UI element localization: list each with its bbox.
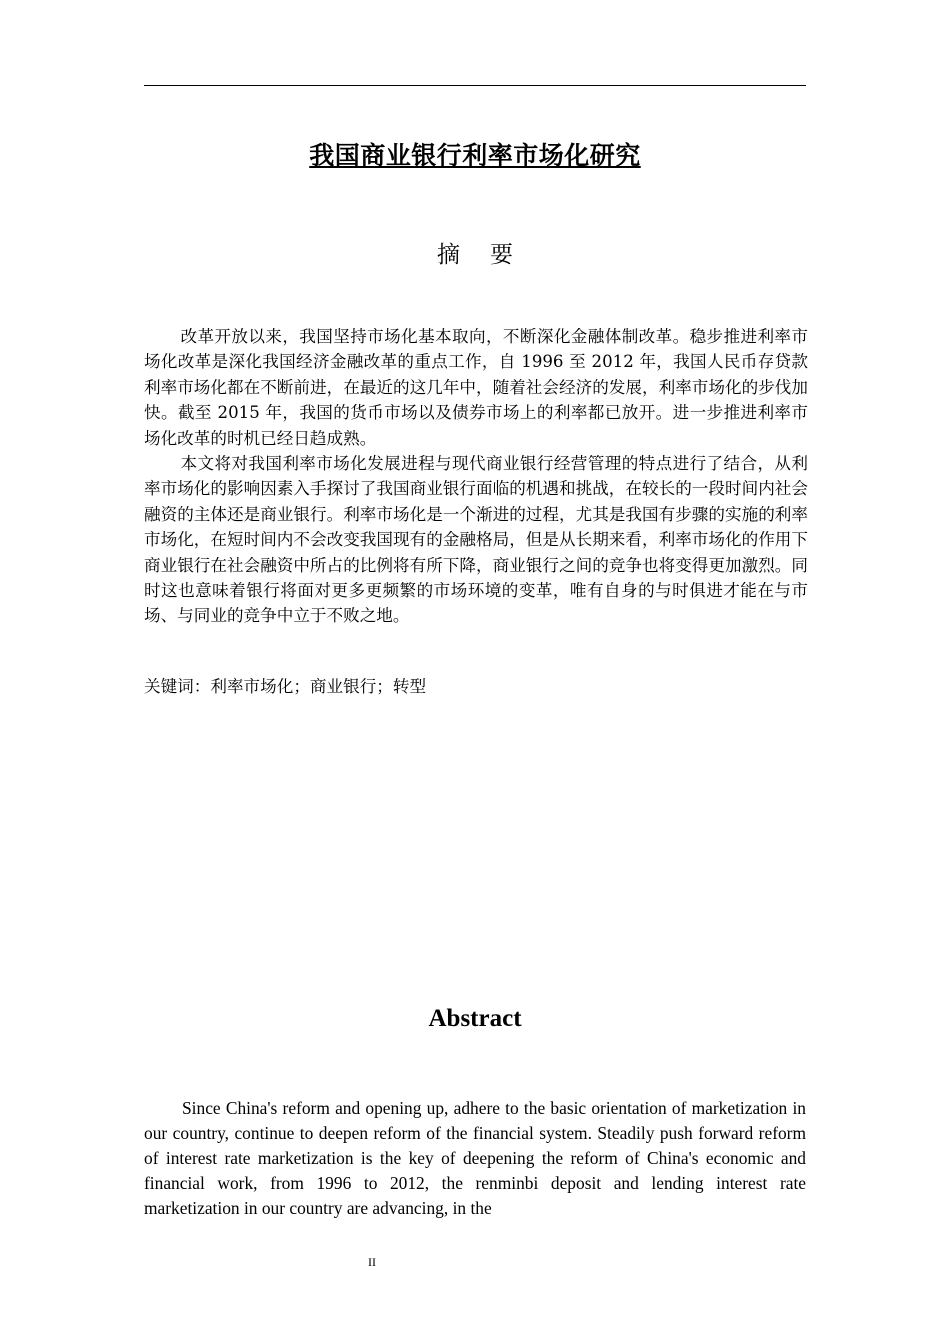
abstract-heading-cn: 摘要 bbox=[437, 242, 543, 268]
abstract-body-cn bbox=[144, 324, 808, 629]
page-number: II bbox=[368, 1255, 376, 1269]
abstract-body-en bbox=[144, 1096, 806, 1221]
keywords-value: 利率市场化；商业银行；转型 bbox=[210, 677, 427, 696]
abstract-paragraph-en: Since China's reform and opening up, adhere to the basic orientation of marketization in our country, continue to deepen reform of the financial system. Steadily push forward reform of interest rate marketization is the key of deepening the reform of China's economic and financial work, from 1996 to 2012, the renminbi deposit and lending interest rate marketization in our country are advancing, in the bbox=[144, 1098, 806, 1218]
keywords-line bbox=[144, 674, 806, 699]
header-rule bbox=[144, 85, 806, 86]
thesis-title: 我国商业银行利率市场化研究 bbox=[309, 141, 641, 170]
keywords-label: 关键词： bbox=[144, 677, 211, 696]
abstract-paragraph: 改革开放以来，我国坚持市场化基本取向，不断深化金融体制改革。稳步推进利率市场化改革是深化我国经济金融改革的重点工作，自 1996 至 2012 年，我国人民币存贷款利率市场化都在不断前进，在最近的这几年中，随着社会经济的发展，利率市场化的步伐加快。截至 2015 年，我国的货币市场以及债券市场上的利率都已放开。进一步推进利率市场化改革的时机已经日趋成熟。 bbox=[144, 327, 808, 448]
abstract-paragraph: 本文将对我国利率市场化发展进程与现代商业银行经营管理的特点进行了结合，从利率市场化的影响因素入手探讨了我国商业银行面临的机遇和挑战，在较长的一段时间内社会融资的主体还是商业银行。利率市场化是一个渐进的过程，尤其是我国有步骤的实施的利率市场化，在短时间内不会改变我国现有的金融格局，但是从长期来看，利率市场化的作用下商业银行在社会融资中所占的比例将有所下降，商业银行之间的竞争也将变得更加激烈。同时这也意味着银行将面对更多更频繁的市场环境的变革，唯有自身的与时俱进才能在与市场、与同业的竞争中立于不败之地。 bbox=[144, 454, 808, 626]
abstract-heading-en: Abstract bbox=[428, 1005, 522, 1032]
